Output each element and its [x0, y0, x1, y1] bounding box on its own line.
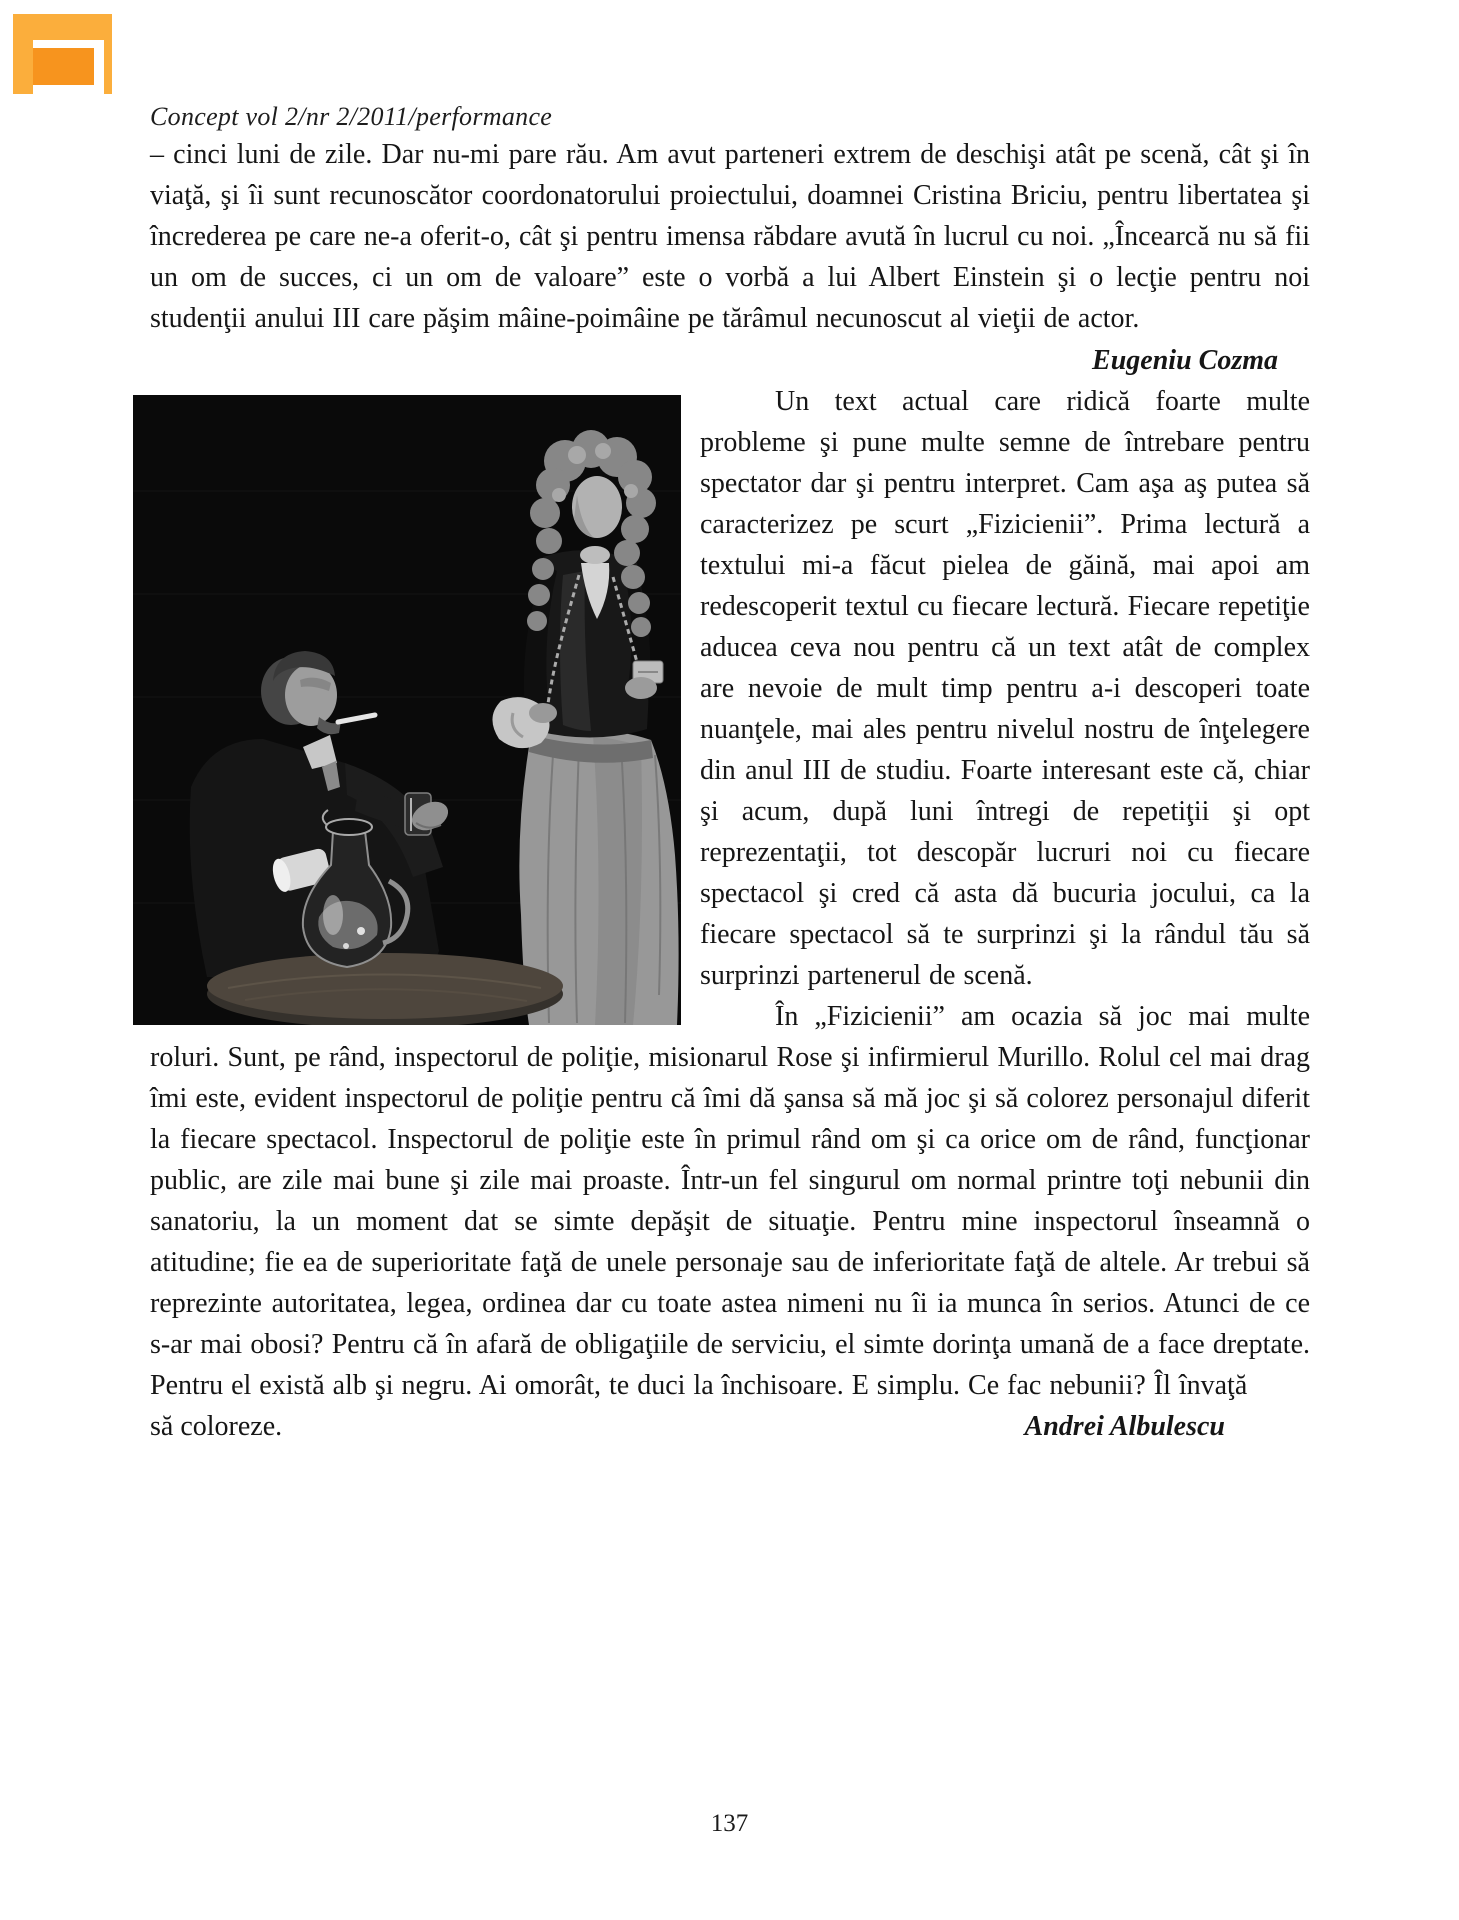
closing-line-text: să coloreze. — [150, 1411, 283, 1442]
logo-inner-rect — [33, 48, 94, 85]
paragraph-interview-cozma: – cinci luni de zile. Dar nu-mi pare rău. Am avut parteneri extrem de deschişi atât pe scenă, cât şi în viaţă, şi îi sunt recunoscător coordonatorului proiectului, doamnei Cristina Briciu, pentru libertatea şi încrederea pe care ne-a oferit-o, cât şi pentru imensa răbdare avută în lucrul cu noi. „Încearcă nu să fii un om de succes, ci un om de valoare” este o vorbă a lui Albert Einstein şi o lecţie pentru noi studenţii anului III care păşim mâine-poimâine pe tărâmul necunoscut al vieţii de actor. — [150, 139, 1310, 334]
author-signature-albulescu: Andrei Albulescu — [1024, 1411, 1225, 1442]
concept-logo — [13, 14, 112, 94]
paragraph-review-fizicienii: Un text actual care ridică foarte multe probleme şi pune multe semne de întrebare pentru spectator dar şi pentru interpret. Cam aşa aş putea să caracterizez pe scurt „Fizicienii”. Prima lectură a textului mi-a făcut pielea de găină, mai apoi am redescoperit textul cu fiecare lectură. Fiecare repetiţie aducea ceva nou pentru că un text atât de complex are nevoie de mult timp pentru a-i descoperi toate nuanţele, mai ales pentru nivelul nostru de înţelegere din anul III de studiu. Foarte interesant este că, chiar şi acum, după luni întregi de repetiţii şi opt reprezentaţii, tot descopăr lucruri noi cu fiecare spectacol şi cred că asta dă bucuria jocului, ca la fiecare spectacol să te surprinzi şi la rândul tău să surprinzi partenerul de scenă. — [700, 386, 1310, 991]
table — [207, 953, 563, 1025]
journal-header: Concept vol 2/nr 2/2011/performance — [150, 102, 553, 131]
page-number: 137 — [710, 1810, 749, 1837]
author-signature-cozma: Eugeniu Cozma — [1092, 345, 1278, 376]
performance-photo-image — [133, 395, 681, 1025]
performance-photo — [133, 395, 681, 1025]
closing-line — [150, 1406, 1310, 1447]
page-body — [150, 0, 1310, 1447]
paragraph-roles-inspector: În „Fizicienii” am ocazia să joc mai multe roluri. Sunt, pe rând, inspectorul de poliţie, misionarul Rose şi infirmierul Murillo. Rolul cel mai drag îmi este, evident inspectorul de poliţie pentru că îmi dă şansa să mă joc şi să colorez personajul diferit la fiecare spectacol. Inspectorul de poliţie este în primul rând om şi ca orice om de rând, funcţionar public, are zile mai bune şi zile mai proaste. Într-un fel singurul om normal printre toţi nebunii din sanatoriu, la un moment dat se simte depăşit de situaţie. Pentru mine inspectorul înseamnă o atitudine; fie ea de superioritate faţă de unele personaje sau de inferioritate faţă de altele. Ar trebui să reprezinte autoritatea, legea, ordinea dar cu toate astea nimeni nu îi ia munca în serios. Atunci de ce s-ar mai obosi? Pentru că în afară de obligaţiile de serviciu, el simte dorinţa umană de a face dreptate. Pentru el există alb şi negru. Ai omorât, te duci la închisoare. E simplu. Ce fac nebunii? Îl învaţă — [150, 1001, 1310, 1401]
